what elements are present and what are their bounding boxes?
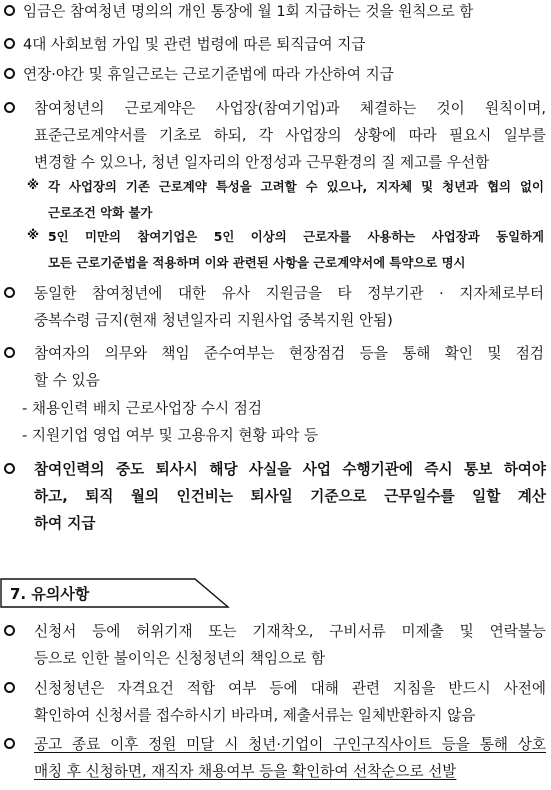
circle-bullet-icon — [4, 738, 15, 749]
item-text: 확인하여 신청서를 접수하시기 바라며, 제출서류는 일체반환하지 않음 — [34, 707, 476, 724]
item-text: 참여인력의 중도 퇴사시 해당 사실을 사업 수행기관에 즉시 통보 하여야 — [34, 461, 546, 478]
item-text: 4대 사회보험 가입 및 관련 법령에 따른 퇴직급여 지급 — [23, 36, 366, 53]
section-title: 7. 유의사항 — [10, 585, 90, 603]
circle-bullet-icon — [4, 682, 15, 693]
item-text: 중복수령 금지(현재 청년일자리 지원사업 중복지원 안됨) — [34, 312, 393, 329]
item-text: 참여청년의 근로계약은 사업장(참여기업)과 체결하는 것이 원칙이며, — [34, 100, 546, 117]
note-text: 근로조건 악화 불가 — [48, 205, 153, 220]
section-header — [0, 578, 230, 608]
item-text: 연장·야간 및 휴일근로는 근로기준법에 따라 가산하여 지급 — [23, 66, 394, 83]
note-mark: ※ — [27, 227, 40, 242]
item-text: 동일한 참여청년에 대한 유사 지원금을 타 정부기관 · 지자체로부터 — [34, 285, 544, 302]
circle-bullet-icon — [4, 463, 15, 474]
item-text: 하고, 퇴직 월의 인건비는 퇴사일 기준으로 근무일수를 일할 계산 — [34, 488, 546, 505]
circle-bullet-icon — [4, 287, 15, 298]
item-text: 신청청년은 자격요건 적합 여부 등에 대해 관련 지침을 반드시 사전에 — [34, 680, 546, 697]
circle-bullet-icon — [4, 38, 15, 49]
note-text: 모든 근로기준법을 적용하며 이와 관련된 사항을 근로계약서에 특약으로 명시 — [48, 255, 466, 270]
item-text: 표준근로계약서를 기초로 하되, 각 사업장의 상황에 따라 필요시 일부를 — [34, 127, 546, 144]
item-text: 하여 지급 — [34, 515, 96, 532]
item-text: 매칭 후 신청하면, 재직자 채용여부 등을 확인하여 선착순으로 선발 — [34, 763, 457, 780]
item-text: 변경할 수 있으나, 청년 일자리의 안정성과 근무환경의 질 제고를 우선함 — [34, 154, 490, 171]
note-mark: ※ — [27, 177, 40, 192]
note-text: 5인 미만의 참여기업은 5인 이상의 근로자를 사용하는 사업장과 동일하게 — [48, 229, 544, 244]
item-text: 공고 종료 이후 정원 미달 시 청년·기업이 구인구직사이트 등을 통해 상호 — [34, 736, 546, 753]
dash-text: - 지원기업 영업 여부 및 고용유지 현황 파악 등 — [22, 427, 319, 444]
circle-bullet-icon — [4, 347, 15, 358]
circle-bullet-icon — [4, 5, 15, 16]
circle-bullet-icon — [4, 102, 15, 113]
item-text: 참여자의 의무와 책임 준수여부는 현장점검 등을 통해 확인 및 점검 — [34, 345, 544, 362]
circle-bullet-icon — [4, 625, 15, 636]
item-text: 임금은 참여청년 명의의 개인 통장에 월 1회 지급하는 것을 원칙으로 함 — [23, 3, 474, 20]
item-text: 신청서 등에 허위기재 또는 기재착오, 구비서류 미제출 및 연락불능 — [34, 623, 546, 640]
note-text: 각 사업장의 기존 근로계약 특성을 고려할 수 있으나, 지자체 및 청년과 협의 없이 — [48, 179, 544, 194]
item-text: 할 수 있음 — [34, 372, 100, 389]
dash-text: - 채용인력 배치 근로사업장 수시 점검 — [22, 400, 262, 417]
item-text: 등으로 인한 불이익은 신청청년의 책임으로 함 — [34, 650, 326, 667]
circle-bullet-icon — [4, 68, 15, 79]
